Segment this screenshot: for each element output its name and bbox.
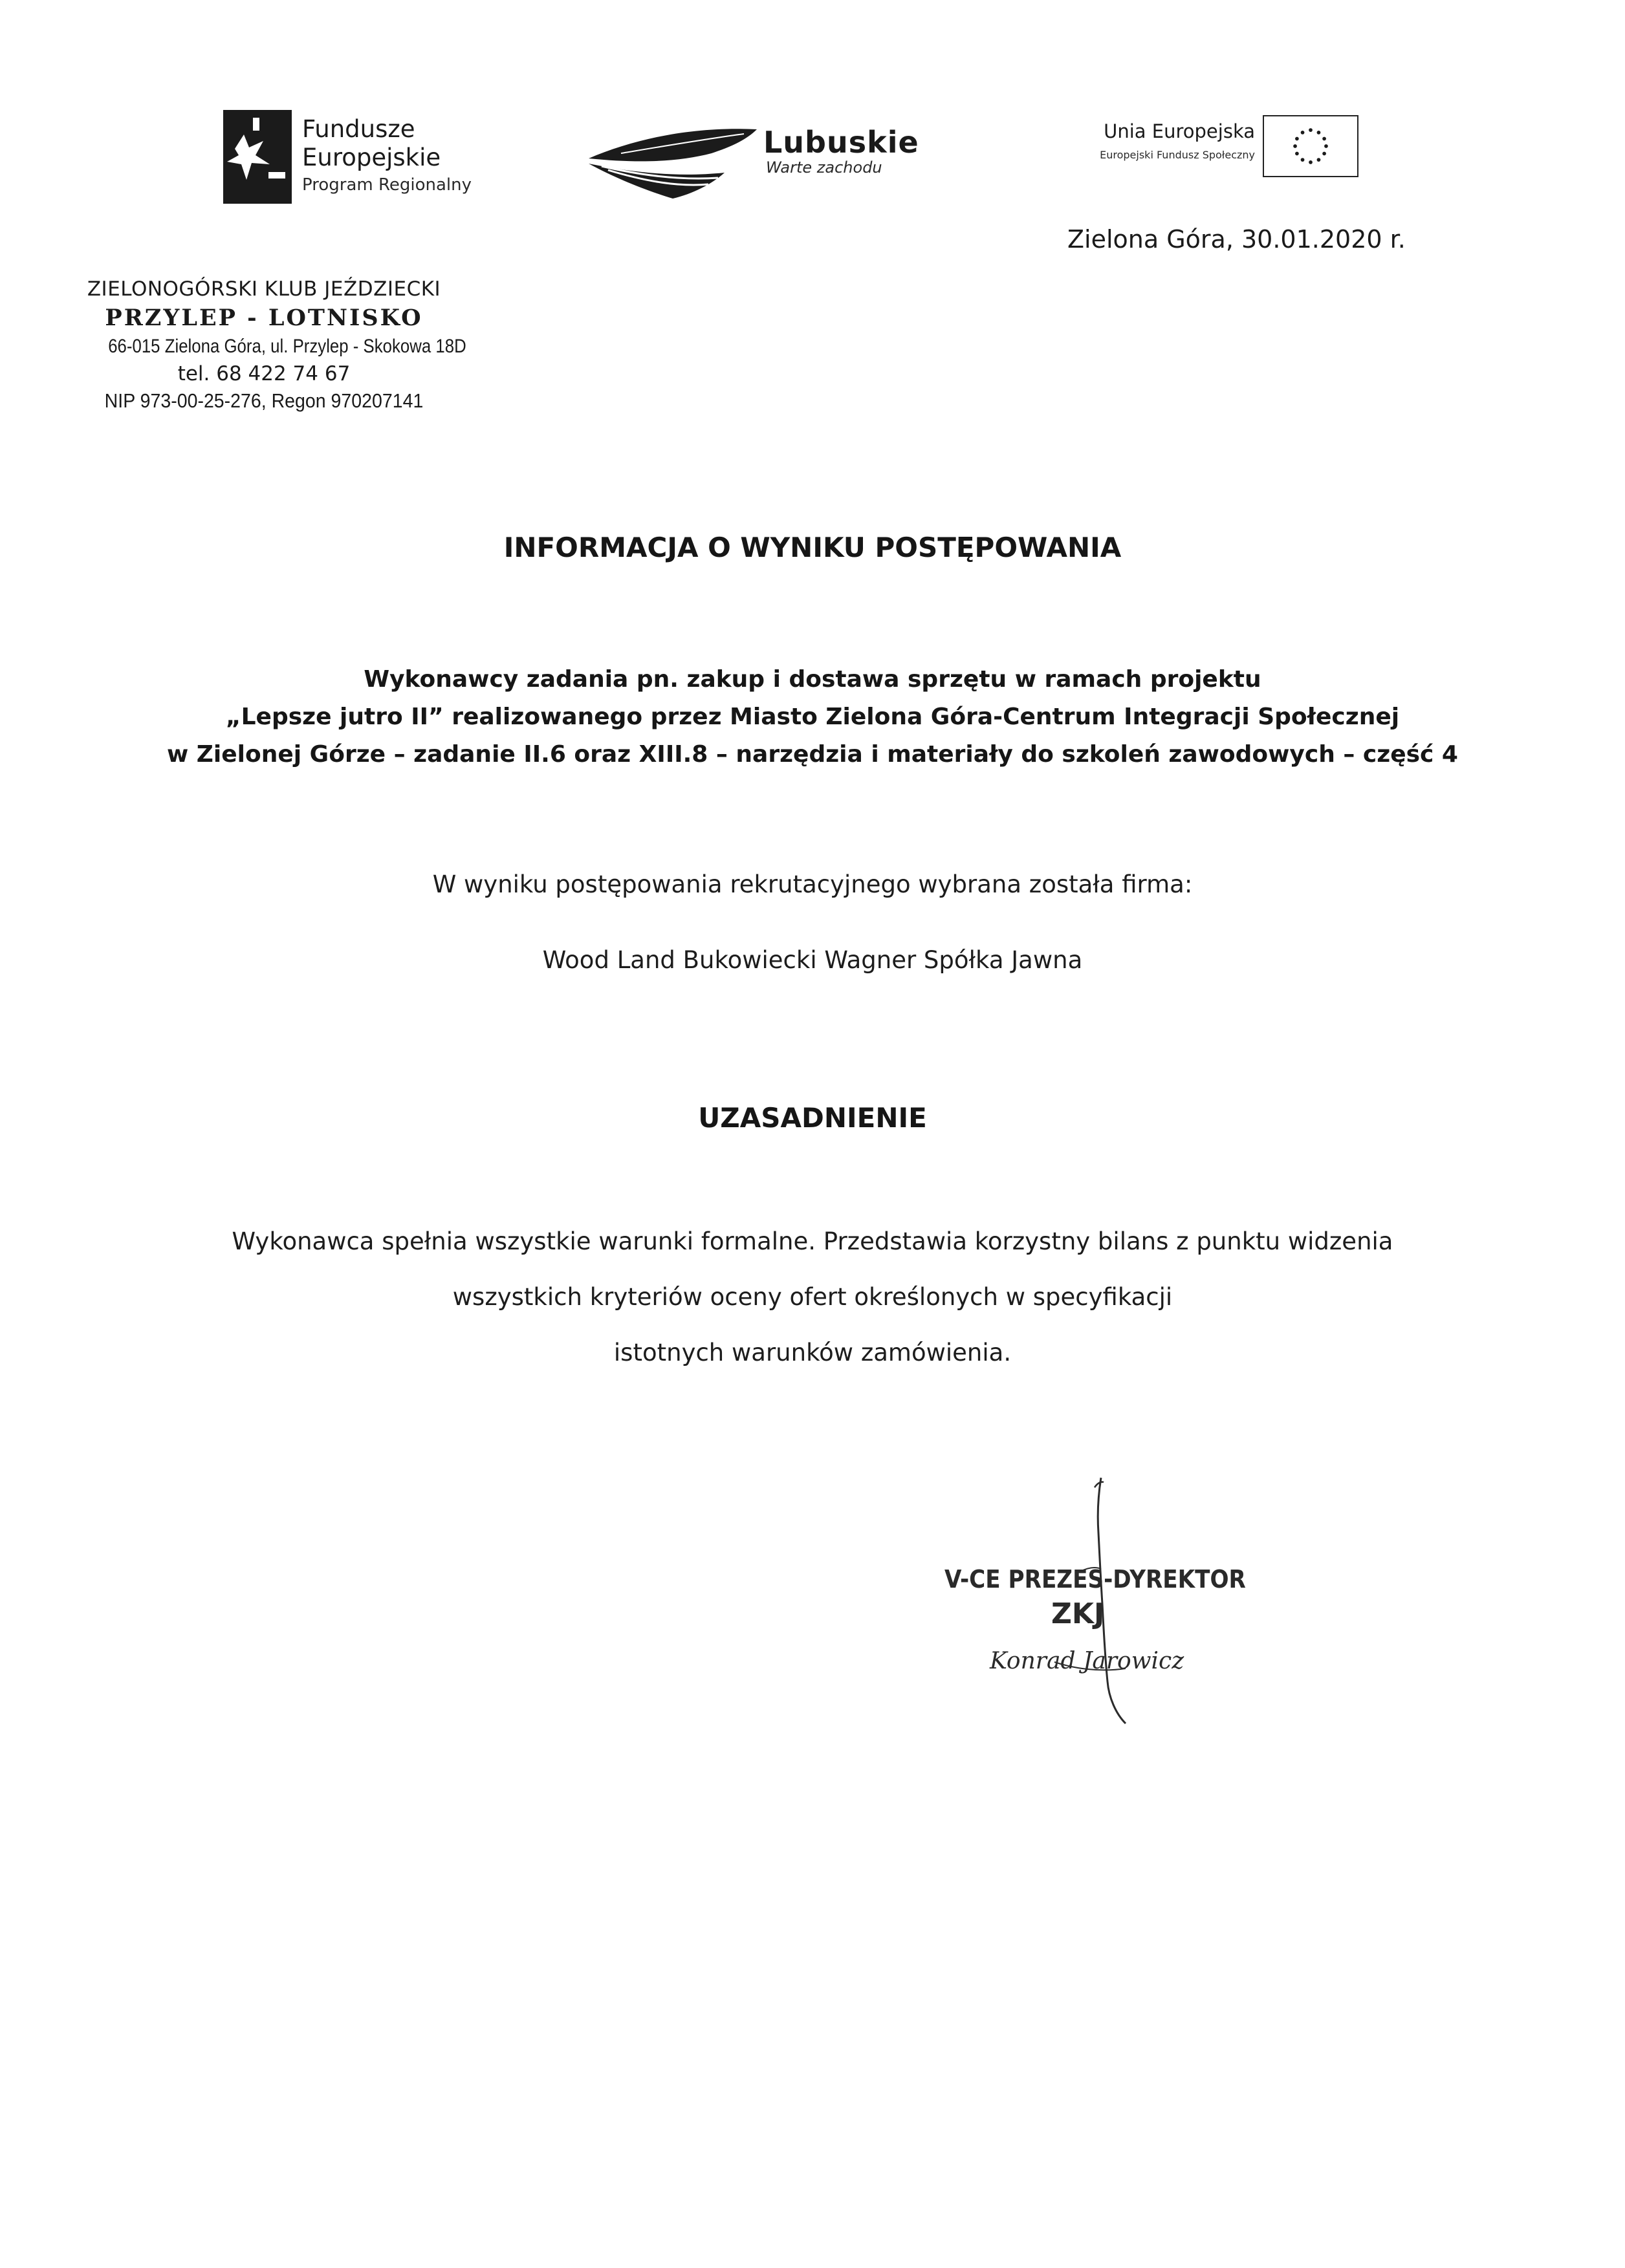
document-date: Zielona Góra, 30.01.2020 r. xyxy=(1067,225,1406,254)
eu-name: Unia Europejska xyxy=(1104,120,1255,142)
stamp-name: Konrad Jarowicz xyxy=(990,1648,1184,1674)
lubuskie-tagline: Warte zachodu xyxy=(766,158,882,177)
selected-firm: Wood Land Bukowiecki Wagner Spółka Jawna xyxy=(542,946,1083,974)
lubuskie-logo xyxy=(582,113,919,210)
stamp-title: V-CE PREZES-DYREKTOR xyxy=(944,1565,1246,1593)
subject-line-2: „Lepsze jutro II” realizowanego przez Miasto Zielona Góra-Centrum Integracji Społecznej xyxy=(225,704,1400,730)
justification-title: UZASADNIENIE xyxy=(698,1102,927,1134)
document-title: INFORMACJA O WYNIKU POSTĘPOWANIA xyxy=(503,532,1122,563)
club-address: 66-015 Zielona Góra, ul. Przylep - Skokowa 18D xyxy=(108,336,466,357)
subject-line-1: Wykonawcy zadania pn. zakup i dostawa sprzętu w ramach projektu xyxy=(364,666,1261,693)
result-statement: W wyniku postępowania rekrutacyjnego wybrana została firma: xyxy=(432,870,1193,898)
eu-fund: Europejski Fundusz Społeczny xyxy=(1100,149,1255,161)
fundusze-line3: Program Regionalny xyxy=(302,175,472,195)
stamp-organization: ZKJ xyxy=(1051,1597,1105,1630)
justification-line-3: istotnych warunków zamówienia. xyxy=(613,1339,1012,1366)
justification-line-2: wszystkich kryteriów oceny ofert określonych w specyfikacji xyxy=(452,1283,1173,1311)
fundusze-europejskie-logo xyxy=(223,110,501,207)
lubuskie-name: Lubuskie xyxy=(763,125,919,160)
eu-flag-icon xyxy=(1263,115,1358,177)
club-name: ZIELONOGÓRSKI KLUB JEŹDZIECKI xyxy=(87,277,441,301)
fundusze-europejskie-mark-icon xyxy=(223,110,292,204)
handwritten-signature-icon xyxy=(932,1474,1281,1733)
eu-logo xyxy=(1009,115,1358,180)
club-header xyxy=(83,275,466,415)
signature-stamp xyxy=(932,1474,1281,1733)
fundusze-line1: Fundusze xyxy=(302,115,415,143)
club-telephone: tel. 68 422 74 67 xyxy=(177,362,351,385)
justification-line-1: Wykonawca spełnia wszystkie warunki formalne. Przedstawia korzystny bilans z punktu widzenia xyxy=(232,1227,1393,1255)
fundusze-line2: Europejskie xyxy=(302,144,441,171)
club-nip-regon: NIP 973-00-25-276, Regon 970207141 xyxy=(104,389,424,412)
lubuskie-swoosh-icon xyxy=(582,113,770,210)
club-place: PRZYLEP - LOTNISKO xyxy=(105,305,423,331)
subject-line-3: w Zielonej Górze – zadanie II.6 oraz XIII.8 – narzędzia i materiały do szkoleń zawodowych – część 4 xyxy=(167,741,1458,768)
